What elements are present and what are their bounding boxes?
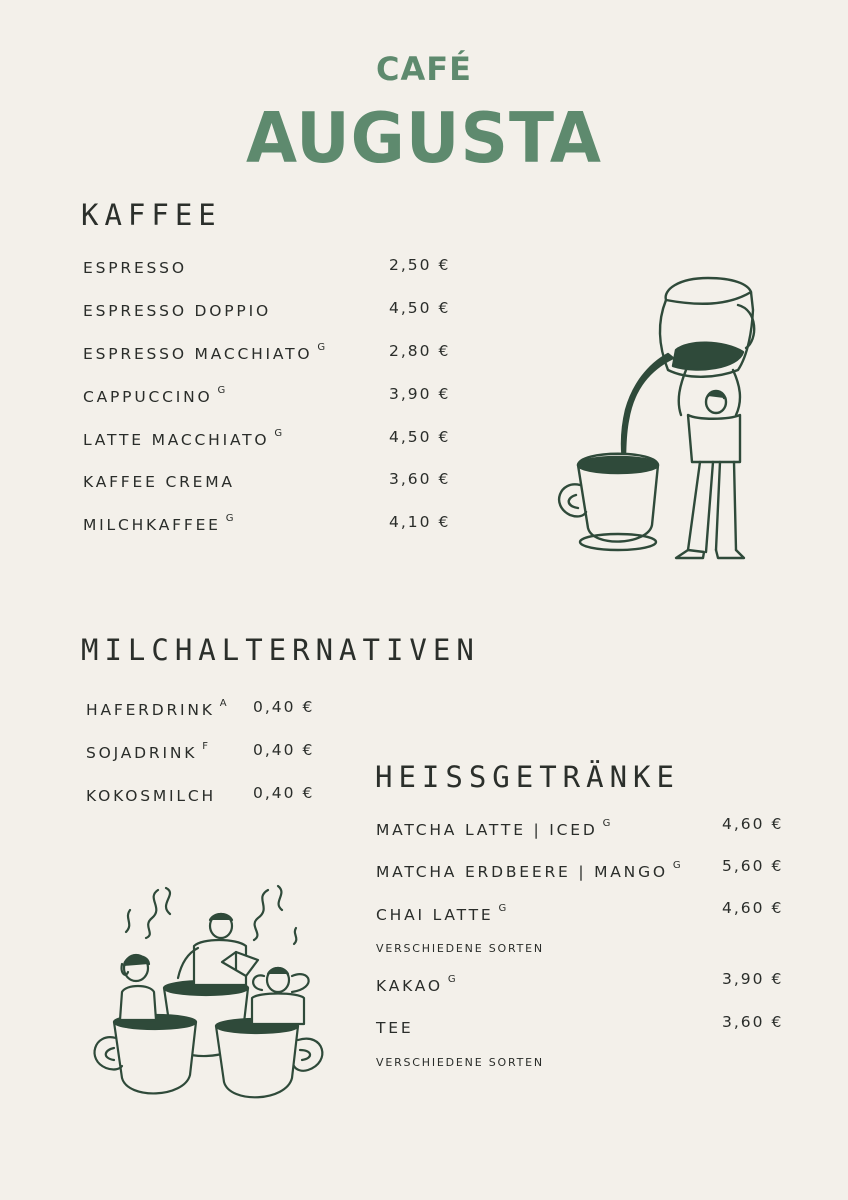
menu-item-name: ESPRESSO: [83, 259, 187, 277]
menu-item-price: 0,40 €: [253, 741, 315, 759]
menu-item-price: 4,50 €: [389, 299, 451, 317]
menu-item-name: ESPRESSO MACCHIATO $^G$: [83, 342, 326, 363]
menu-item-price: 3,90 €: [389, 385, 451, 403]
menu-item-price: 4,50 €: [389, 428, 451, 446]
section-title-milchalternativen: MILCHALTERNATIVEN: [81, 633, 480, 667]
menu-item-price: 5,60 €: [722, 857, 784, 875]
menu-item-note: VERSCHIEDENE SORTEN: [376, 1056, 544, 1069]
coffee-pour-illustration: [548, 270, 768, 570]
menu-item-name: ESPRESSO DOPPIO: [83, 302, 271, 320]
menu-item-name: HAFERDRINK $^A$: [86, 698, 227, 719]
menu-item-price: 4,60 €: [722, 815, 784, 833]
menu-item-price: 0,40 €: [253, 784, 315, 802]
menu-item-price: 2,80 €: [389, 342, 451, 360]
menu-item-price: 4,10 €: [389, 513, 451, 531]
section-title-kaffee: KAFFEE: [81, 198, 222, 232]
cafe-label: CAFÉ: [376, 50, 472, 88]
section-title-heissgetraenke: HEISSGETRÄNKE: [375, 760, 680, 794]
menu-item-name: KAKAO $^G$: [376, 974, 456, 995]
menu-item-name: KAFFEE CREMA: [83, 473, 235, 491]
menu-item-price: 3,60 €: [389, 470, 451, 488]
people-in-cups-illustration: [86, 880, 331, 1105]
menu-item-price: 3,90 €: [722, 970, 784, 988]
menu-item-name: MATCHA LATTE | ICED $^G$: [376, 818, 611, 839]
menu-item-name: CHAI LATTE $^G$: [376, 903, 507, 924]
menu-item-price: 4,60 €: [722, 899, 784, 917]
menu-item-name: TEE: [376, 1019, 414, 1037]
menu-item-note: VERSCHIEDENE SORTEN: [376, 942, 544, 955]
menu-item-name: MILCHKAFFEE $^G$: [83, 513, 234, 534]
menu-item-price: 2,50 €: [389, 256, 451, 274]
menu-item-name: LATTE MACCHIATO $^G$: [83, 428, 283, 449]
menu-item-name: MATCHA ERDBEERE | MANGO $^G$: [376, 860, 681, 881]
menu-item-name: KOKOSMILCH: [86, 787, 216, 805]
menu-item-name: CAPPUCCINO $^G$: [83, 385, 226, 406]
cafe-name: AUGUSTA: [246, 98, 602, 179]
menu-item-price: 3,60 €: [722, 1013, 784, 1031]
menu-item-price: 0,40 €: [253, 698, 315, 716]
menu-item-name: SOJADRINK $^F$: [86, 741, 208, 762]
